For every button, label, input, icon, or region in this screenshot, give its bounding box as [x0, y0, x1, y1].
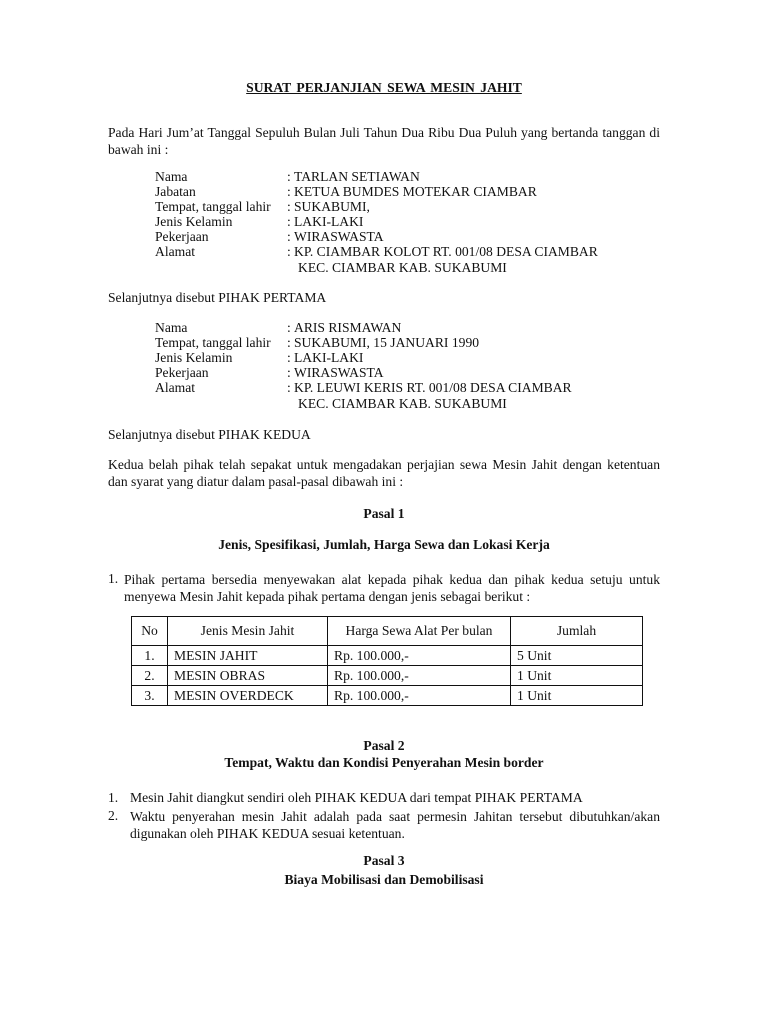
pasal1-subheading: Jenis, Spesifikasi, Jumlah, Harga Sewa dan Lokasi Kerja: [218, 537, 550, 552]
field-value: WIRASWASTA: [294, 365, 384, 380]
field-value-continued: KEC. CIAMBAR KAB. SUKABUMI: [298, 396, 507, 411]
field-label: Jabatan: [155, 184, 196, 199]
field-colon: :: [287, 229, 291, 244]
field-value: LAKI-LAKI: [294, 350, 364, 365]
table-row: [132, 646, 643, 666]
field-colon: :: [287, 184, 291, 199]
table-header-cell: No: [132, 617, 168, 646]
document-title: SURAT PERJANJIAN SEWA MESIN JAHIT: [246, 80, 522, 95]
field-colon: :: [287, 214, 291, 229]
table-cell: 3.: [132, 686, 168, 706]
field-value: SUKABUMI, 15 JANUARI 1990: [294, 335, 480, 350]
field-value: LAKI-LAKI: [294, 214, 364, 229]
field-colon: :: [287, 350, 291, 365]
field-value: KETUA BUMDES MOTEKAR CIAMBAR: [294, 184, 537, 199]
list-number: 1.: [108, 790, 119, 805]
list-item-text: Pihak pertama bersedia menyewakan alat kepada pihak kedua dan pihak kedua setuju untuk menyewa Mesin Jahit kepada pihak pertama dengan jenis sebagai berikut :: [124, 572, 660, 604]
rental-table: [131, 616, 643, 706]
field-colon: :: [287, 244, 291, 259]
field-label: Jenis Kelamin: [155, 214, 233, 229]
list-item-text: Waktu penyerahan mesin Jahit adalah pada saat permesin Jahitan tersebut dibutuhkan/akan digunakan oleh PIHAK KEDUA sesuai ketentuan.: [130, 809, 660, 841]
field-label: Jenis Kelamin: [155, 350, 233, 365]
pasal2-heading: Pasal 2: [363, 738, 405, 753]
field-label: Alamat: [155, 380, 196, 395]
field-colon: :: [287, 335, 291, 350]
table-header-cell: Jenis Mesin Jahit: [168, 617, 328, 646]
field-colon: :: [287, 320, 291, 335]
table-cell: Rp. 100.000,-: [328, 686, 511, 706]
table-cell: 5 Unit: [511, 646, 643, 666]
list-number: 1.: [108, 571, 119, 586]
field-colon: :: [287, 199, 291, 214]
table-cell: MESIN JAHIT: [168, 646, 328, 666]
pasal3-heading: Pasal 3: [363, 853, 405, 868]
field-label: Pekerjaan: [155, 365, 209, 380]
field-value: KP. CIAMBAR KOLOT RT. 001/08 DESA CIAMBAR: [294, 244, 598, 259]
field-value: WIRASWASTA: [294, 229, 384, 244]
pihak-pertama-closing: Selanjutnya disebut PIHAK PERTAMA: [108, 290, 327, 305]
table-cell: Rp. 100.000,-: [328, 646, 511, 666]
field-value: KP. LEUWI KERIS RT. 001/08 DESA CIAMBAR: [294, 380, 572, 395]
table-cell: 1 Unit: [511, 686, 643, 706]
field-value-continued: KEC. CIAMBAR KAB. SUKABUMI: [298, 260, 507, 275]
table-cell: 1.: [132, 646, 168, 666]
table-cell: 2.: [132, 666, 168, 686]
agreement-paragraph: Kedua belah pihak telah sepakat untuk mengadakan perjajian sewa Mesin Jahit dengan ketentuan dan syarat yang diatur dalam pasal-pasal dibawah ini :: [108, 457, 660, 489]
table-cell: Rp. 100.000,-: [328, 666, 511, 686]
field-colon: :: [287, 169, 291, 184]
field-colon: :: [287, 380, 291, 395]
intro-paragraph: Pada Hari Jum’at Tanggal Sepuluh Bulan Juli Tahun Dua Ribu Dua Puluh yang bertanda tanggan di bawah ini :: [108, 125, 660, 157]
table-header-cell: Jumlah: [511, 617, 643, 646]
field-label: Nama: [155, 169, 188, 184]
table-header-row: [132, 617, 643, 646]
list-number: 2.: [108, 808, 119, 823]
field-label: Alamat: [155, 244, 196, 259]
table-cell: MESIN OVERDECK: [168, 686, 328, 706]
field-label: Nama: [155, 320, 188, 335]
table-cell: 1 Unit: [511, 666, 643, 686]
pasal2-subheading: Tempat, Waktu dan Kondisi Penyerahan Mesin border: [224, 755, 544, 770]
field-label: Tempat, tanggal lahir: [155, 335, 271, 350]
field-colon: :: [287, 365, 291, 380]
pasal1-heading: Pasal 1: [363, 506, 405, 521]
field-label: Tempat, tanggal lahir: [155, 199, 271, 214]
field-value: ARIS RISMAWAN: [294, 320, 402, 335]
table-row: [132, 666, 643, 686]
field-value: TARLAN SETIAWAN: [294, 169, 420, 184]
list-item-text: Mesin Jahit diangkut sendiri oleh PIHAK KEDUA dari tempat PIHAK PERTAMA: [130, 790, 583, 805]
table-row: [132, 686, 643, 706]
pihak-kedua-closing: Selanjutnya disebut PIHAK KEDUA: [108, 427, 311, 442]
field-value: SUKABUMI,: [294, 199, 370, 214]
field-label: Pekerjaan: [155, 229, 209, 244]
pasal3-subheading: Biaya Mobilisasi dan Demobilisasi: [284, 872, 484, 887]
table-cell: MESIN OBRAS: [168, 666, 328, 686]
table-header-cell: Harga Sewa Alat Per bulan: [328, 617, 511, 646]
